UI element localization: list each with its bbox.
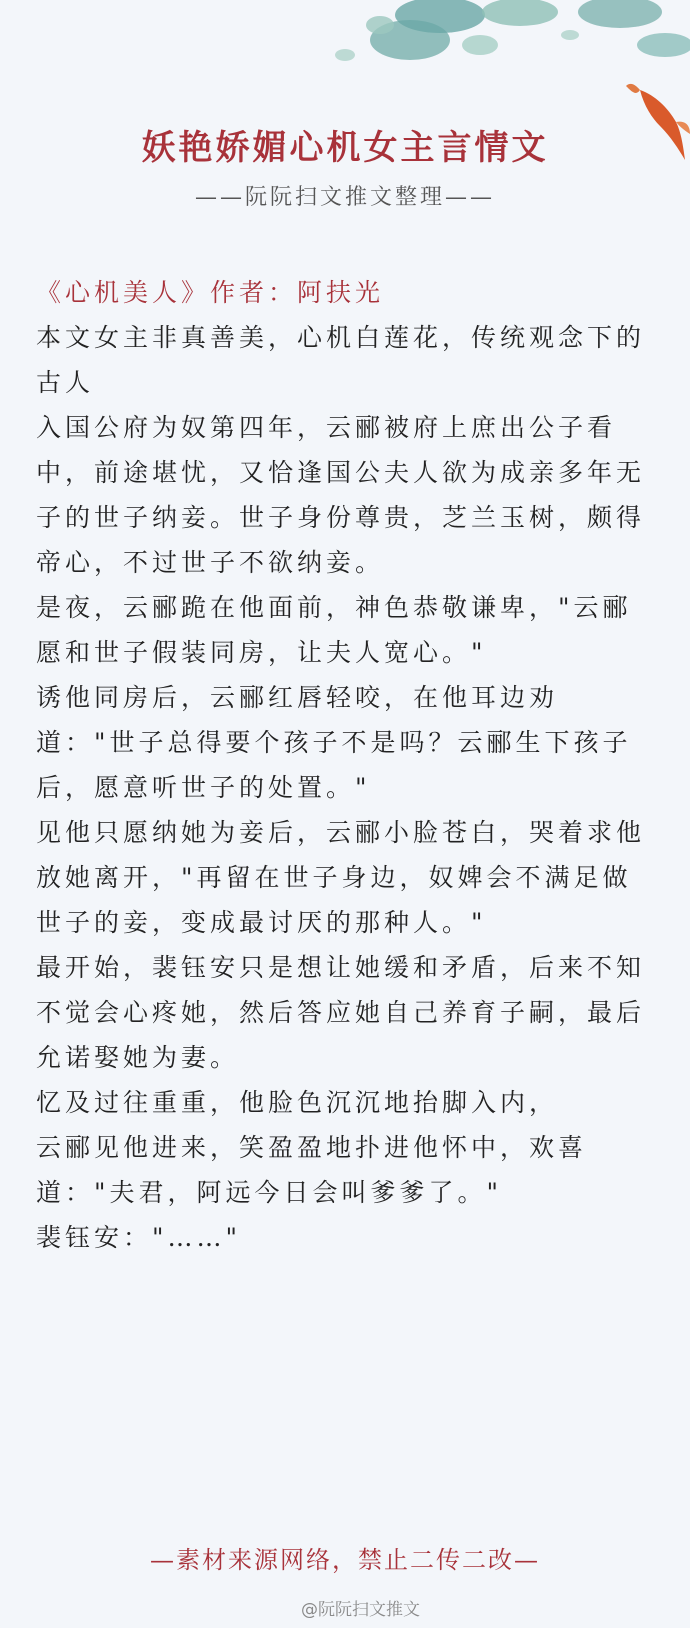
paragraph: 云郦见他进来，笑盈盈地扑进他怀中，欢喜道："夫君，阿远今日会叫爹爹了。": [36, 1133, 588, 1207]
paragraph: 本文女主非真善美，心机白莲花，传统观念下的古人: [36, 323, 646, 397]
page-title: 妖艳娇媚心机女主言情文: [141, 128, 549, 168]
book-heading: 《心机美人》作者：阿扶光: [36, 278, 385, 307]
book-content: [36, 270, 656, 1260]
paragraph: 忆及过往重重，他脸色沉沉地抬脚入内，: [36, 1088, 559, 1117]
page-subtitle: ——阮阮扫文推文整理——: [194, 185, 495, 210]
paragraph: 入国公府为奴第四年，云郦被府上庶出公子看中，前途堪忧，又恰逢国公夫人欲为成亲多年无子的世子纳妾。世子身份尊贵，芝兰玉树，颇得帝心，不过世子不欲纳妾。: [36, 413, 646, 577]
watermark: @阮阮扫文推文: [301, 1600, 420, 1620]
paragraph: 最开始，裴钰安只是想让她缓和矛盾，后来不知不觉会心疼她，然后答应她自己养育子嗣，最后允诺娶她为妻。: [36, 953, 646, 1072]
paragraph: 裴钰安："……": [36, 1223, 241, 1252]
paragraph: 是夜，云郦跪在他面前，神色恭敬谦卑，"云郦愿和世子假装同房，让夫人宽心。": [36, 593, 632, 667]
paragraph: 诱他同房后，云郦红唇轻咬，在他耳边劝道："世子总得要个孩子不是吗？云郦生下孩子后，愿意听世子的处置。": [36, 683, 632, 802]
copyright-notice: —素材来源网络，禁止二传二改—: [150, 1546, 540, 1574]
paragraph: 见他只愿纳她为妾后，云郦小脸苍白，哭着求他放她离开，"再留在世子身边，奴婢会不满足做世子的妾，变成最讨厌的那种人。": [36, 818, 646, 937]
